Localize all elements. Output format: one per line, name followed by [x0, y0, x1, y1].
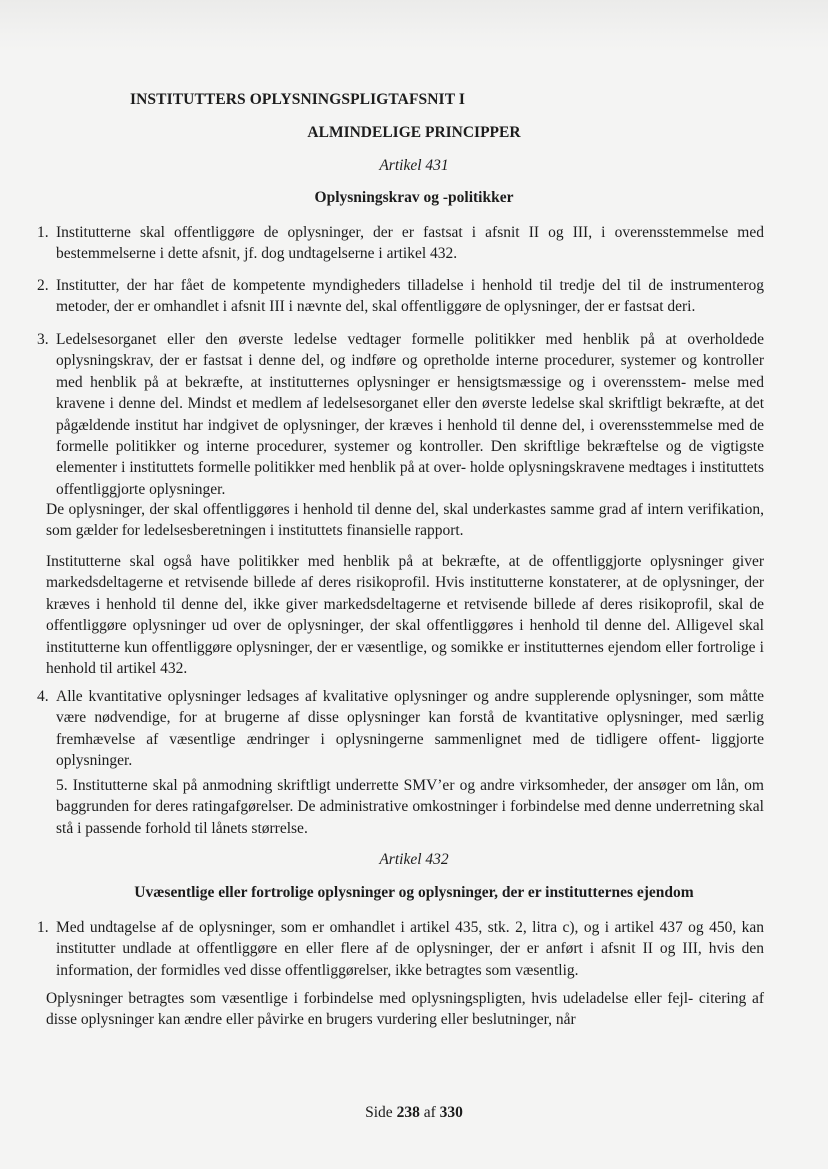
scan-shadow	[0, 0, 828, 52]
article-431-paragraph-3-policies: Institutterne skal også have politikker med henblik på at bekræfte, at de offentliggjorte oplysninger giver markedsdeltagerne et retvisende billede af deres risikoprofil. Hvis institutterne konstaterer, at de oplysninger, der kræves i henhold til denne del, ikke giver markedsdeltagerne et retvisende billede af deres risikoprofil, skal de offentliggøre oplysninger ud over de oplysninger, der skal offentliggøres i henhold til denne del. Alligevel skal institutterne kun offentliggøre oplysninger, der er væsentlige, og somikke er institutternes ejendom eller fortrolige i henhold til artikel 432.	[46, 553, 764, 678]
total-page-count: 330	[439, 1104, 463, 1121]
article-432-paragraph-1-continued: Oplysninger betragtes som væsentlige i forbindelse med oplysningspligten, hvis udeladelse eller fejl- citering af disse oplysninger kan ændre eller påvirke en brugers vurdering eller beslutninger, når	[46, 990, 764, 1029]
article-431-paragraph-3-continued: De oplysninger, der skal offentliggøres i henhold til denne del, skal underkastes samme grad af intern verifikation, som gælder for ledelsesberetningen i instituttets finansielle rapport.	[46, 501, 764, 540]
article-431-title: Oplysningskrav og -politikker	[314, 189, 514, 206]
article-431-paragraph-3: Ledelsesorganet eller den øverste ledelse vedtager formelle politikker med henblik på at overholdede oplysningskrav, der er fastsat i denne del, og indføre og opretholde interne procedurer, systemer og kontroller med henblik på at bekræfte, at institutternes oplysninger er hensigtsmæssige og i overensstem- melse med kravene i denne del. Mindst et medlem af ledelsesorganet eller den øverste ledelse skal skriftligt bekræfte, at det pågældende institut har indgivet de oplysninger, der kræves i henhold til denne del, i overensstemmelse med de formelle politikker og interne procedurer, systemer og kontroller. Den skriftlige bekræftelse og de vigtigste elementer i instituttets formelle politikker med henblik på at over- holde oplysningskravene medtages i instituttets offentliggjorte oplysninger.	[56, 331, 764, 498]
article-431-paragraph-1: Institutterne skal offentliggøre de oplysninger, der er fastsat i afsnit II og III, i overensstemmelse med bestemmelserne i dette afsnit, jf. dog undtagelserne i artikel 432.	[56, 224, 764, 263]
paragraph-number: 2.	[37, 277, 49, 294]
article-432-paragraph-1: Med undtagelse af de oplysninger, som er omhandlet i artikel 435, stk. 2, litra c), og i artikel 437 og 450, kan institutter undlade at offentliggøre en eller flere af de oplysninger, der er anført i afsnit II og III, hvis den information, der formidles ved disse offentliggørelser, ikke betragtes som væsentlig.	[56, 919, 764, 979]
article-431-paragraph-2: Institutter, der har fået de kompetente myndigheders tilladelse i henhold til tredje del til de instrumenterog metoder, der er omhandlet i afsnit III i nævnte del, skal offentliggøre de oplysninger, der er fastsat deri.	[56, 277, 764, 316]
part-title: INSTITUTTERS OPLYSNINGSPLIGTAFSNIT I	[130, 91, 465, 108]
chapter-title: ALMINDELIGE PRINCIPPER	[307, 124, 521, 141]
paragraph-number: 4.	[37, 688, 49, 705]
article-432-number: Artikel 432	[379, 851, 449, 868]
paragraph-number: 3.	[37, 331, 49, 348]
paragraph-number: 1.	[37, 224, 49, 241]
article-431-paragraph-4: Alle kvantitative oplysninger ledsages af kvalitative oplysninger og andre supplerende oplysninger, som måtte være nødvendige, for at brugerne af disse oplysninger kan forstå de kvantitative oplysninger, med særlig fremhævelse af væsentlige ændringer i oplysningerne sammenlignet med de tidligere offent- liggjorte oplysninger.	[56, 688, 764, 770]
article-431-paragraph-5: 5. Institutterne skal på anmodning skriftligt underrette SMV’er og andre virksomheder, der ansøger om lån, om baggrunden for deres ratingafgørelser. De administrative omkostninger i forbindelse med denne underretning skal stå i passende forhold til lånets størrelse.	[56, 777, 764, 837]
current-page-number: 238	[396, 1104, 420, 1121]
page-footer	[0, 1104, 828, 1122]
footer-middle: af	[423, 1104, 436, 1121]
article-432-title: Uvæsentlige eller fortrolige oplysninger og oplysninger, der er institutternes ejendom	[134, 884, 694, 901]
footer-prefix: Side	[365, 1104, 393, 1121]
article-431-number: Artikel 431	[379, 157, 449, 174]
paragraph-number: 1.	[37, 919, 49, 936]
